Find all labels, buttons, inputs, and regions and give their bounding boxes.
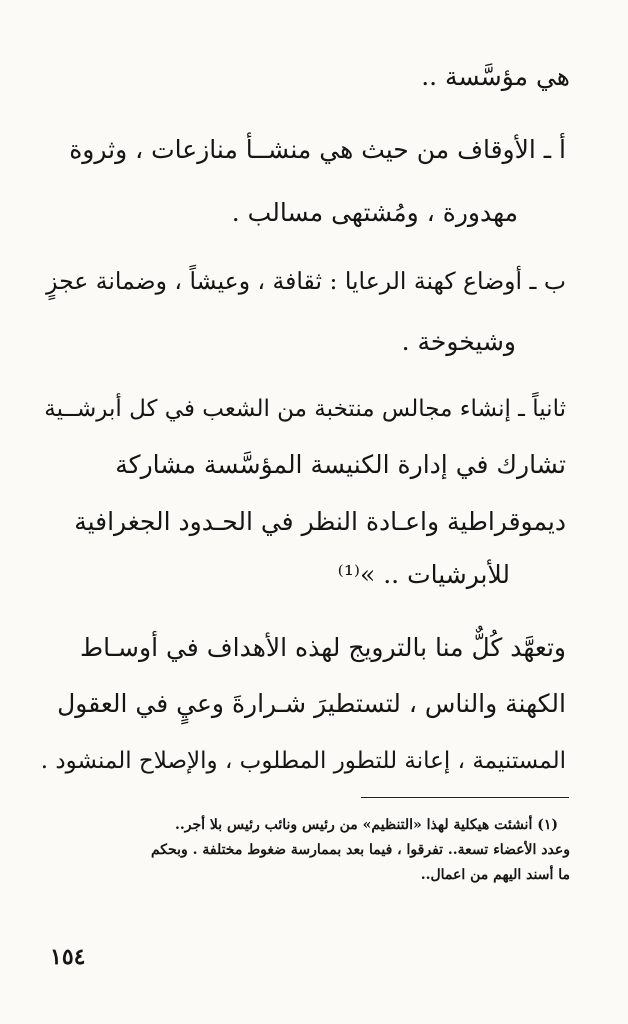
body-line-10: وتعهَّد كُلٌّ منا بالترويج لهذه الأهداف في أوسـاط — [80, 633, 566, 662]
body-line-11: الكهنة والناس ، لتستطيرَ شـرارةَ وعيٍ في العقول — [57, 689, 566, 718]
footnote-divider — [361, 797, 569, 798]
body-line-7: تشارك في إدارة الكنيسة المؤسَّسة مشاركة — [115, 450, 566, 479]
footnote-line-2: وعدد الأعضاء تسعة.. تفرقوا ، فيما بعد بممارسة ضغوط مختلفة . وبحكم — [150, 842, 570, 858]
body-line-4: ب ـ أوضاع كهنة الرعايا : ثقافة ، وعيشاً ، وضمانة عجزٍ — [46, 267, 566, 295]
body-line-2: أ ـ الأوقاف من حيث هي منشــأ منازعات ، وثروة — [69, 135, 566, 164]
body-line-12: المستنيمة ، إعانة للتطور المطلوب ، والإصلاح المنشود . — [40, 748, 566, 774]
body-line-6: ثانياً ـ إنشاء مجالس منتخبة من الشعب في كل أبرشــية — [44, 396, 566, 422]
footnote-line-3: ما أسند اليهم من اعمال.. — [420, 867, 570, 883]
page-number: ١٥٤ — [50, 944, 86, 970]
footnote-line-1: (١) أنشئت هيكلية لهذا «التنظيم» من رئيس ونائب رئيس بلا أجر.. — [174, 817, 558, 833]
body-line-5: وشيخوخة . — [401, 327, 516, 356]
body-line-1: هي مؤسَّسة .. — [421, 62, 570, 91]
body-line-3: مهدورة ، ومُشتهى مسالب . — [231, 198, 518, 227]
body-line-9: للأبرشيات .. »⁽¹⁾ — [337, 560, 510, 589]
body-line-8: ديموقراطية واعـادة النظر في الحـدود الجغرافية — [74, 507, 566, 536]
